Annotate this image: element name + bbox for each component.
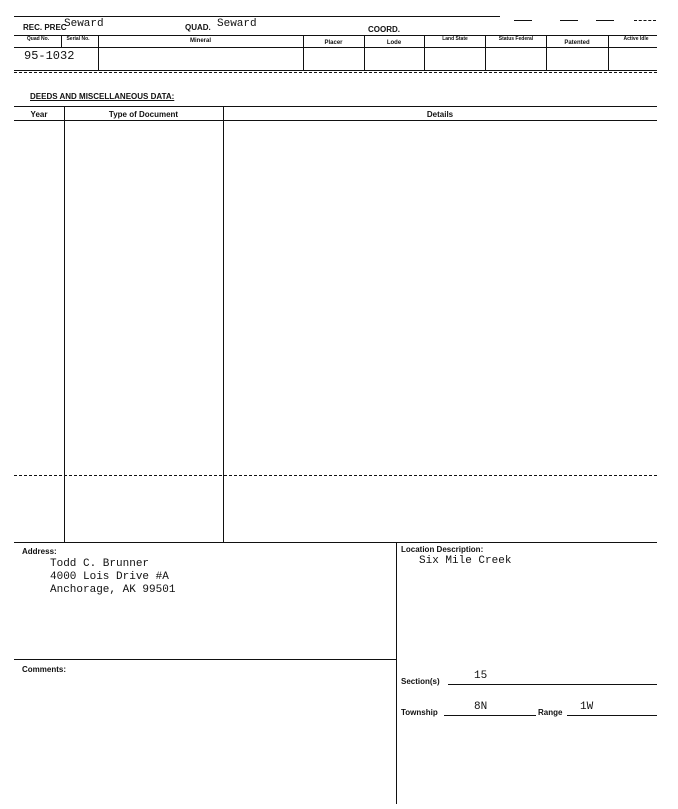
header-mineral: Mineral [189,38,211,44]
header-placer: Placer [324,40,343,46]
year-column-divider [64,106,65,542]
quad-serial-value: 95-1032 [24,49,75,63]
section-label: Section(s) [401,677,440,686]
deeds-dashed-divider [14,475,657,476]
address-line-3: Anchorage, AK 99501 [50,584,176,596]
rec-prec-value: Seward [64,18,104,30]
address-label: Address: [22,547,57,556]
rec-prec-label: REC. PREC [23,23,67,32]
range-label: Range [538,708,563,717]
header-lode: Lode [386,40,402,46]
address-line-2: 4000 Lois Drive #A [50,571,169,583]
col-type-of-document: Type of Document [108,110,179,119]
section-value: 15 [474,670,488,682]
header-status-federal: Status Federal [498,36,534,42]
header-serial-no: Serial No. [66,36,90,42]
address-location-divider [396,542,397,804]
header-active-idle: Active Idle [623,36,649,42]
quad-label: QUAD. [185,23,211,32]
coord-label: COORD. [368,25,400,34]
col-year: Year [30,110,48,119]
quad-value: Seward [217,18,257,30]
deeds-title: DEEDS AND MISCELLANEOUS DATA: [30,92,175,101]
table-top-rule [14,35,657,36]
range-value: 1W [580,701,594,713]
comments-label: Comments: [22,665,67,674]
col-details: Details [426,110,454,119]
location-description-label: Location Description: [401,545,484,554]
header-land-state: Land State [442,36,468,42]
township-value: 8N [474,701,488,713]
address-line-1: Todd C. Brunner [50,558,150,570]
header-patented: Patented [564,40,590,46]
township-label: Township [401,708,438,717]
header-quad-no: Quad No. [26,36,50,42]
type-column-divider [223,106,224,542]
location-description-value: Six Mile Creek [419,555,512,567]
